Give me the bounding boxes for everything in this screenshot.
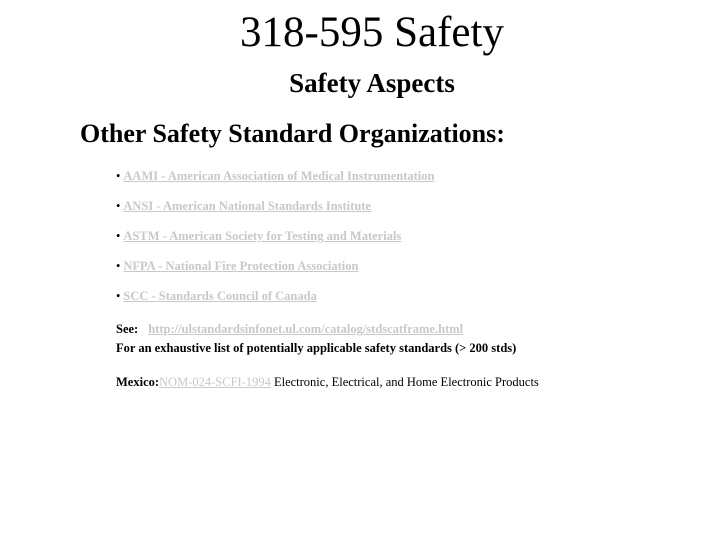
org-link-astm[interactable]: ASTM - American Society for Testing and Materials	[123, 229, 402, 243]
mexico-description: Electronic, Electrical, and Home Electronic Products	[270, 375, 539, 389]
bullet-icon: •	[116, 289, 121, 303]
bullet-icon: •	[116, 199, 121, 213]
org-link-nfpa[interactable]: NFPA - National Fire Protection Association	[123, 259, 359, 273]
list-item	[116, 166, 434, 196]
bullet-icon: •	[116, 259, 121, 273]
bullet-icon: •	[116, 229, 121, 243]
see-reference	[116, 320, 516, 358]
organization-list	[116, 166, 434, 316]
see-label: See:	[116, 322, 139, 336]
section-heading: Other Safety Standard Organizations:	[80, 119, 505, 148]
mexico-standard	[116, 373, 539, 392]
list-item	[116, 226, 434, 256]
list-item	[116, 256, 434, 286]
list-item	[116, 196, 434, 226]
see-line	[116, 320, 516, 339]
slide-title: 318-595 Safety	[240, 9, 504, 56]
mexico-label: Mexico:	[116, 375, 160, 389]
slide-subtitle: Safety Aspects	[289, 68, 455, 98]
org-link-scc[interactable]: SCC - Standards Council of Canada	[123, 289, 317, 303]
org-link-aami[interactable]: AAMI - American Association of Medical Instrumentation	[123, 169, 435, 183]
see-note: For an exhaustive list of potentially applicable safety standards (> 200 stds)	[116, 341, 517, 355]
list-item	[116, 286, 434, 316]
org-link-ansi[interactable]: ANSI - American National Standards Institute	[123, 199, 371, 213]
ul-catalog-link[interactable]: http://ulstandardsinfonet.ul.com/catalog/stdscatframe.html	[148, 322, 464, 336]
bullet-icon: •	[116, 169, 121, 183]
nom-standard-link[interactable]: NOM-024-SCFI-1994	[159, 375, 271, 389]
